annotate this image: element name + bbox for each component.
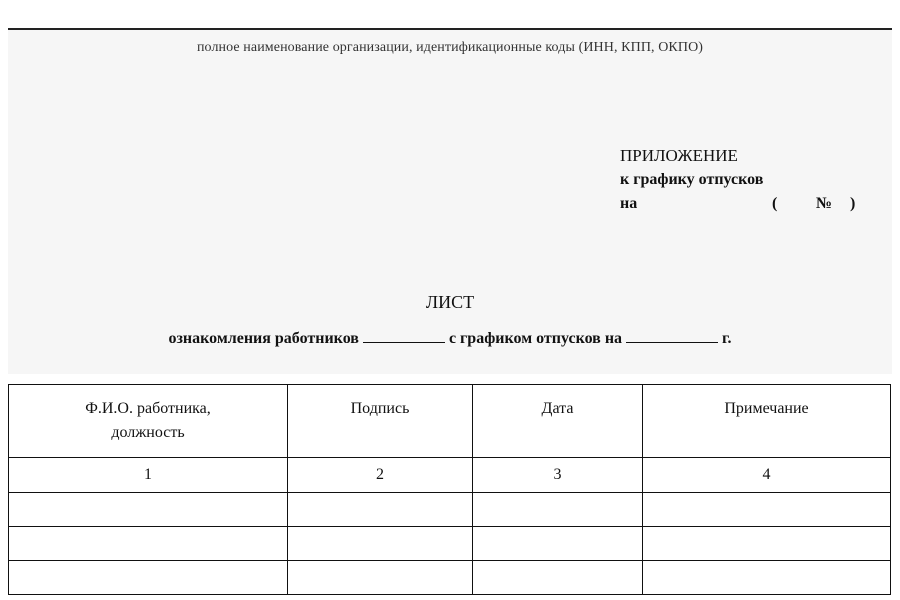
column-number-4: 4 bbox=[643, 458, 891, 493]
appendix-paren-open: ( bbox=[772, 195, 778, 212]
appendix-block bbox=[620, 144, 880, 216]
acknowledgement-line bbox=[0, 330, 900, 348]
cell-note[interactable] bbox=[643, 527, 891, 561]
cell-employee[interactable] bbox=[9, 561, 288, 595]
organization-caption: полное наименование организации, идентификационные коды (ИНН, КПП, ОКПО) bbox=[196, 40, 704, 55]
header-employee-name bbox=[9, 385, 288, 458]
header-note: Примечание bbox=[643, 385, 891, 458]
cell-employee[interactable] bbox=[9, 493, 288, 527]
acknowledgement-table bbox=[8, 384, 891, 595]
header-date: Дата bbox=[473, 385, 643, 458]
column-number-3: 3 bbox=[473, 458, 643, 493]
ack-blank-employees bbox=[363, 330, 445, 343]
table-number-row bbox=[9, 458, 891, 493]
appendix-subtitle: к графику отпусков bbox=[620, 171, 764, 188]
ack-text-3: г. bbox=[722, 330, 732, 347]
appendix-date-prefix: на bbox=[620, 195, 638, 212]
column-number-1: 1 bbox=[9, 458, 288, 493]
table-row bbox=[9, 561, 891, 595]
cell-employee[interactable] bbox=[9, 527, 288, 561]
appendix-number-sign: № bbox=[816, 195, 833, 212]
cell-date[interactable] bbox=[473, 527, 643, 561]
cell-date[interactable] bbox=[473, 561, 643, 595]
cell-note[interactable] bbox=[643, 561, 891, 595]
cell-date[interactable] bbox=[473, 493, 643, 527]
cell-signature[interactable] bbox=[288, 493, 473, 527]
table-row bbox=[9, 527, 891, 561]
ack-text-2: с графиком отпусков на bbox=[448, 330, 623, 347]
organization-name-line bbox=[8, 28, 892, 30]
header-employee-line1: Ф.И.О. работника, bbox=[85, 400, 211, 417]
sheet-title: ЛИСТ bbox=[425, 292, 475, 312]
column-number-2: 2 bbox=[288, 458, 473, 493]
appendix-title: ПРИЛОЖЕНИЕ bbox=[620, 146, 738, 165]
cell-note[interactable] bbox=[643, 493, 891, 527]
appendix-paren-close: ) bbox=[850, 195, 856, 212]
header-signature: Подпись bbox=[288, 385, 473, 458]
header-employee-line2: должность bbox=[111, 424, 185, 441]
cell-signature[interactable] bbox=[288, 561, 473, 595]
table-header-row bbox=[9, 385, 891, 458]
ack-blank-year bbox=[626, 330, 718, 343]
ack-text-1: ознакомления работников bbox=[168, 330, 359, 347]
cell-signature[interactable] bbox=[288, 527, 473, 561]
table-row bbox=[9, 493, 891, 527]
appendix-date-row bbox=[620, 192, 880, 216]
